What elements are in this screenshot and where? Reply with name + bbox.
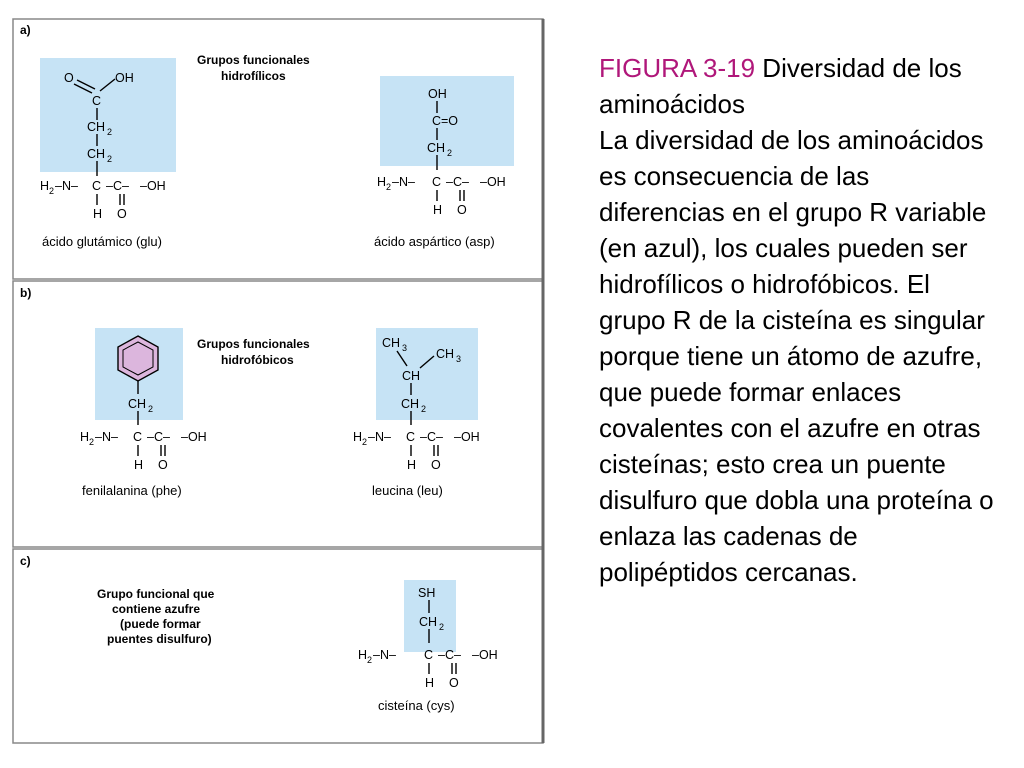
svg-text:2: 2 [386,182,392,192]
svg-text:–N–: –N– [373,648,396,662]
svg-text:–OH: –OH [480,175,506,189]
svg-text:H: H [353,430,363,444]
svg-text:2: 2 [367,655,373,665]
svg-text:=O: =O [441,114,459,128]
svg-text:H: H [93,207,103,221]
panel-c-group-label-line3: (puede formar [120,617,201,631]
svg-text:C: C [406,430,416,444]
svg-text:H: H [433,203,443,217]
panel-a-group-label-line2: hidrofílicos [221,69,286,83]
svg-text:–N–: –N– [368,430,391,444]
molecule-name-phenylalanine: fenilalanina (phe) [82,483,182,498]
molecule-name-glutamic-acid: ácido glutámico (glu) [42,234,162,249]
panel-c-group-label-line2: contiene azufre [112,602,201,616]
panel-b-group-label-line2: hidrofóbicos [221,353,294,367]
svg-text:–C–: –C– [420,430,443,444]
svg-text:2: 2 [107,127,113,137]
svg-text:O: O [117,207,127,221]
svg-text:2: 2 [421,404,427,414]
svg-text:H: H [425,676,435,690]
svg-text:O: O [431,458,441,472]
svg-text:O: O [64,71,74,85]
svg-text:3: 3 [402,343,408,353]
svg-text:H: H [40,179,50,193]
svg-text:2: 2 [89,437,95,447]
svg-text:–N–: –N– [55,179,78,193]
molecule-name-cysteine: cisteína (cys) [378,698,455,713]
molecule-name-leucine: leucina (leu) [372,483,443,498]
svg-text:OH: OH [428,87,447,101]
figure-description: La diversidad de los aminoácidos es consecuencia de las diferencias en el grupo R variable (en azul), los cuales pueden ser hidrofílicos o hidrofóbicos. El grupo R de la cisteína es singular porque tiene un átomo de azufre, que puede formar enlaces covalentes con el azufre en otras cisteínas; esto crea un puente disulfuro que dobla una proteína o enlaza las cadenas de polipéptidos cercanas. [599,125,994,587]
panel-c-group-label-line1: Grupo funcional que [97,587,215,601]
svg-text:H: H [80,430,90,444]
svg-text:–C–: –C– [147,430,170,444]
svg-text:3: 3 [456,354,462,364]
svg-text:–N–: –N– [95,430,118,444]
svg-text:O: O [449,676,459,690]
svg-text:CH: CH [382,336,401,350]
svg-text:CH: CH [401,397,420,411]
svg-text:–C–: –C– [106,179,129,193]
svg-text:–OH: –OH [181,430,207,444]
svg-text:C: C [432,114,442,128]
svg-text:2: 2 [439,622,445,632]
svg-text:O: O [457,203,467,217]
svg-text:H: H [377,175,387,189]
svg-text:OH: OH [115,71,134,85]
panel-b-group-label-line1: Grupos funcionales [197,337,310,351]
svg-text:C: C [432,175,442,189]
svg-text:H: H [134,458,144,472]
svg-text:H: H [407,458,417,472]
svg-text:CH: CH [402,369,421,383]
svg-text:2: 2 [447,148,453,158]
svg-text:2: 2 [49,186,55,196]
panel-a-letter: a) [20,23,31,37]
molecule-name-aspartic-acid: ácido aspártico (asp) [374,234,495,249]
panel-c-group-label-line4: puentes disulfuro) [107,632,212,646]
figure-label: FIGURA 3-19 [599,53,756,83]
svg-text:C: C [92,179,102,193]
svg-text:–C–: –C– [438,648,461,662]
svg-text:CH: CH [87,147,106,161]
svg-text:–OH: –OH [472,648,498,662]
svg-text:C: C [424,648,434,662]
panel-a-group-label-line1: Grupos funcionales [197,53,310,67]
svg-text:C: C [92,94,102,108]
panel-b-letter: b) [20,286,32,300]
panel-c-frame [13,549,543,743]
svg-text:2: 2 [148,404,154,414]
svg-text:–C–: –C– [446,175,469,189]
figure-title: Diversidad de los aminoácidos [599,53,962,119]
svg-text:CH: CH [436,347,455,361]
svg-text:CH: CH [128,397,147,411]
svg-text:2: 2 [362,437,368,447]
svg-text:–OH: –OH [454,430,480,444]
figure-caption [599,50,999,590]
svg-text:O: O [158,458,168,472]
svg-text:H: H [358,648,368,662]
svg-text:–N–: –N– [392,175,415,189]
svg-text:C: C [133,430,143,444]
svg-text:CH: CH [87,120,106,134]
panel-c-letter: c) [20,554,31,568]
amino-acid-figure [12,18,545,744]
svg-text:CH: CH [427,141,446,155]
svg-text:2: 2 [107,154,113,164]
svg-text:CH: CH [419,615,438,629]
svg-text:SH: SH [418,586,436,600]
svg-text:–OH: –OH [140,179,166,193]
